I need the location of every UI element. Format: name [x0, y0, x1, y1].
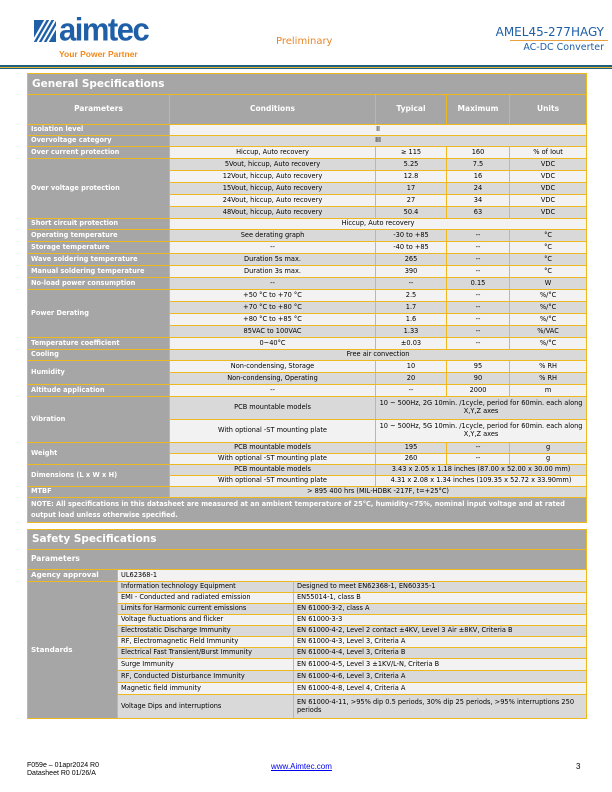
product-underline [510, 40, 608, 41]
units-cell: VDC [510, 171, 587, 183]
typical-cell: 195 [376, 443, 447, 454]
table-row [28, 385, 587, 397]
table-row [28, 136, 587, 147]
units-cell: % RH [510, 373, 587, 385]
column-header-units: Units [510, 95, 587, 125]
maximum-cell: 63 [447, 207, 510, 219]
units-cell: % RH [510, 361, 587, 373]
condition-cell: +50 °C to +70 °C [170, 290, 376, 302]
typical-cell: 10 [376, 361, 447, 373]
safety-specifications-table [27, 529, 587, 719]
param-label: Over current protection [28, 147, 170, 159]
units-cell: °C [510, 242, 587, 254]
value-cell: 10 ~ 500Hz, 2G 10min. /1cycle, period for 60min. each along X,Y,Z axes [376, 397, 587, 420]
condition-cell: 24Vout, hiccup, Auto recovery [170, 195, 376, 207]
param-label: Dimensions (L x W x H) [28, 465, 170, 487]
note-row [28, 498, 587, 523]
standard-value: EN 61000-4-11, >95% dip 0.5 periods, 30% dip 25 periods, >95% interruptions 250 periods [294, 695, 587, 719]
standard-name: EMI - Conducted and radiated emission [118, 593, 294, 604]
typical-cell: 1.7 [376, 302, 447, 314]
standard-name: Voltage Dips and interruptions [118, 695, 294, 719]
table-row [28, 278, 587, 290]
typical-cell: 260 [376, 454, 447, 465]
maximum-cell: -- [447, 290, 510, 302]
table-row [28, 242, 587, 254]
standard-value: EN 61000-3-3 [294, 615, 587, 626]
typical-cell: 12.8 [376, 171, 447, 183]
table-row [28, 125, 587, 136]
condition-cell: Non-condensing, Operating [170, 373, 376, 385]
units-cell: VDC [510, 183, 587, 195]
table-row [28, 254, 587, 266]
units-cell: VDC [510, 195, 587, 207]
standard-name: RF, Electromagnetic Field Immunity [118, 637, 294, 648]
maximum-cell: -- [447, 326, 510, 338]
standard-name: Electrical Fast Transient/Burst Immunity [118, 648, 294, 659]
units-cell: %/°C [510, 302, 587, 314]
maximum-cell: 34 [447, 195, 510, 207]
value-cell: 10 ~ 500Hz, 5G 10min. /1cycle, period for 60min. each along X,Y,Z axes [376, 420, 587, 443]
typical-cell: 265 [376, 254, 447, 266]
standard-name: Information technology Equipment [118, 582, 294, 593]
column-header-typical: Typical [376, 95, 447, 125]
param-label: Vibration [28, 397, 170, 443]
maximum-cell: -- [447, 302, 510, 314]
header-rule-lower [0, 68, 612, 69]
param-label: Standards [28, 582, 118, 719]
condition-cell: Duration 3s max. [170, 266, 376, 278]
param-label: No-load power consumption [28, 278, 170, 290]
units-cell: g [510, 443, 587, 454]
logo-mark-icon [34, 20, 56, 42]
maximum-cell: 95 [447, 361, 510, 373]
param-label: Power Derating [28, 290, 170, 338]
units-cell: %/°C [510, 290, 587, 302]
table-row [28, 570, 587, 582]
typical-cell: 27 [376, 195, 447, 207]
maximum-cell: -- [447, 266, 510, 278]
section-title: General Specifications [28, 74, 587, 95]
condition-cell: Non-condensing, Storage [170, 361, 376, 373]
section-title: Safety Specifications [28, 530, 587, 550]
typical-cell: 5.25 [376, 159, 447, 171]
maximum-cell: -- [447, 443, 510, 454]
units-cell: %/°C [510, 314, 587, 326]
table-row [28, 361, 587, 373]
footer-doc-code: F059e – 01apr2024 R0 [27, 762, 99, 769]
value-cell: 3.43 x 2.05 x 1.18 inches (87.00 x 52.00 x 30.00 mm) [376, 465, 587, 476]
table-row [28, 266, 587, 278]
maximum-cell: -- [447, 242, 510, 254]
condition-cell: PCB mountable models [170, 443, 376, 454]
column-header-maximum: Maximum [447, 95, 510, 125]
maximum-cell: -- [447, 230, 510, 242]
param-label: Operating temperature [28, 230, 170, 242]
param-label: Overvoltage category [28, 136, 170, 147]
product-type: AC-DC Converter [523, 42, 604, 53]
standard-name: Limits for Harmonic current emissions [118, 604, 294, 615]
general-specifications-table [27, 73, 587, 523]
value-cell: Free air convection [170, 350, 587, 361]
param-label: MTBF [28, 487, 170, 498]
standard-value: EN 61000-4-5, Level 3 ±1KV/L-N, Criteria B [294, 659, 587, 671]
page-number: 3 [576, 762, 581, 771]
column-header-parameters: Parameters [28, 95, 170, 125]
maximum-cell: 0.15 [447, 278, 510, 290]
units-cell: °C [510, 254, 587, 266]
standard-value: EN 61000-4-8, Level 4, Criteria A [294, 683, 587, 695]
condition-cell: 12Vout, hiccup, Auto recovery [170, 171, 376, 183]
condition-cell: Duration 5s max. [170, 254, 376, 266]
value-cell: > 895 400 hrs (MIL-HDBK -217F, t=+25°C) [170, 487, 587, 498]
param-label: Manual soldering temperature [28, 266, 170, 278]
condition-cell: 5Vout, hiccup, Auto recovery [170, 159, 376, 171]
condition-cell: -- [170, 385, 376, 397]
typical-cell: 50.4 [376, 207, 447, 219]
table-row [28, 338, 587, 350]
logo-tagline: Your Power Partner [59, 49, 138, 59]
units-cell: °C [510, 266, 587, 278]
table-row [28, 230, 587, 242]
units-cell: °C [510, 230, 587, 242]
param-label: Agency approval [28, 570, 118, 582]
units-cell: %/°C [510, 338, 587, 350]
typical-cell: -- [376, 278, 447, 290]
table-row [28, 290, 587, 302]
condition-cell: Hiccup, Auto recovery [170, 147, 376, 159]
typical-cell: 17 [376, 183, 447, 195]
units-cell: m [510, 385, 587, 397]
standard-value: EN 61000-4-4, Level 3, Criteria B [294, 648, 587, 659]
condition-cell: -- [170, 278, 376, 290]
website-link[interactable]: www.Aimtec.com [271, 762, 332, 771]
standard-value: EN 61000-4-6, Level 3, Criteria A [294, 671, 587, 683]
table-row [28, 465, 587, 476]
units-cell: %/VAC [510, 326, 587, 338]
table-row [28, 350, 587, 361]
condition-cell: 15Vout, hiccup, Auto recovery [170, 183, 376, 195]
logo-wordmark: aimtec [59, 11, 149, 48]
param-label: Weight [28, 443, 170, 465]
footer-doc-info [27, 762, 99, 778]
value-cell: Hiccup, Auto recovery [170, 219, 587, 230]
value-cell: 4.31 x 2.08 x 1.34 inches (109.35 x 52.72 x 33.90mm) [376, 476, 587, 487]
typical-cell: ≥ 115 [376, 147, 447, 159]
param-label: Altitude application [28, 385, 170, 397]
param-label: Over voltage protection [28, 159, 170, 219]
condition-cell: See derating graph [170, 230, 376, 242]
aimtec-logo [34, 11, 164, 62]
table-row [28, 397, 587, 420]
maximum-cell: 16 [447, 171, 510, 183]
standard-name: RF, Conducted Disturbance Immunity [118, 671, 294, 683]
condition-cell: -- [170, 242, 376, 254]
condition-cell: +70 °C to +80 °C [170, 302, 376, 314]
condition-cell: 85VAC to 100VAC [170, 326, 376, 338]
param-label: Humidity [28, 361, 170, 385]
typical-cell: 390 [376, 266, 447, 278]
standard-value: EN 61000-4-3, Level 3, Criteria A [294, 637, 587, 648]
standard-value: EN 61000-3-2, class A [294, 604, 587, 615]
param-label: Short circuit protection [28, 219, 170, 230]
maximum-cell: 24 [447, 183, 510, 195]
footer-datasheet-rev: Datasheet R0 01/26/A [27, 770, 96, 778]
table-row [28, 159, 587, 171]
table-row [28, 219, 587, 230]
condition-cell: With optional -ST mounting plate [170, 420, 376, 443]
condition-cell: 48Vout, hiccup, Auto recovery [170, 207, 376, 219]
note-text: NOTE: All specifications in this datasheet are measured at an ambient temperature of 25°C, humidity<75%, nominal input voltage and at rated output load unless otherwise specified. [28, 498, 587, 523]
maximum-cell: 160 [447, 147, 510, 159]
typical-cell: 1.6 [376, 314, 447, 326]
maximum-cell: 7.5 [447, 159, 510, 171]
condition-cell: PCB mountable models [170, 465, 376, 476]
table-row [28, 582, 587, 593]
typical-cell: 1.33 [376, 326, 447, 338]
condition-cell: 0~40°C [170, 338, 376, 350]
standard-value: EN 61000-4-2, Level 2 contact ±4KV, Level 3 Air ±8KV, Criteria B [294, 626, 587, 637]
units-cell: g [510, 454, 587, 465]
param-label: Cooling [28, 350, 170, 361]
param-label: Temperature coefficient [28, 338, 170, 350]
maximum-cell: 90 [447, 373, 510, 385]
condition-cell: With optional -ST mounting plate [170, 476, 376, 487]
table-row [28, 443, 587, 454]
maximum-cell: 2000 [447, 385, 510, 397]
standard-value: Designed to meet EN62368-1, EN60335-1 [294, 582, 587, 593]
column-header-parameters: Parameters [28, 550, 587, 570]
units-cell: VDC [510, 159, 587, 171]
condition-cell: PCB mountable models [170, 397, 376, 420]
typical-cell: ±0.03 [376, 338, 447, 350]
table-row [28, 487, 587, 498]
maximum-cell: -- [447, 314, 510, 326]
param-label: Wave soldering temperature [28, 254, 170, 266]
param-label: Storage temperature [28, 242, 170, 254]
maximum-cell: -- [447, 454, 510, 465]
condition-cell: +80 °C to +85 °C [170, 314, 376, 326]
maximum-cell: -- [447, 254, 510, 266]
value-cell: UL62368-1 [118, 570, 587, 582]
units-cell: W [510, 278, 587, 290]
typical-cell: -- [376, 385, 447, 397]
standard-name: Electrostatic Discharge Immunity [118, 626, 294, 637]
maximum-cell: -- [447, 338, 510, 350]
typical-cell: -30 to +85 [376, 230, 447, 242]
standard-name: Magnetic field immunity [118, 683, 294, 695]
typical-cell: 2.5 [376, 290, 447, 302]
value-cell: II [170, 125, 587, 136]
standard-value: EN55014-1, class B [294, 593, 587, 604]
table-row [28, 147, 587, 159]
typical-cell: 20 [376, 373, 447, 385]
status-label: Preliminary [276, 36, 333, 47]
column-header-conditions: Conditions [170, 95, 376, 125]
standard-name: Voltage fluctuations and flicker [118, 615, 294, 626]
units-cell: % of Iout [510, 147, 587, 159]
condition-cell: With optional -ST mounting plate [170, 454, 376, 465]
units-cell: VDC [510, 207, 587, 219]
param-label: Isolation level [28, 125, 170, 136]
standard-name: Surge Immunity [118, 659, 294, 671]
typical-cell: -40 to +85 [376, 242, 447, 254]
product-name: AMEL45-277HAGY [495, 25, 604, 39]
value-cell: III [170, 136, 587, 147]
